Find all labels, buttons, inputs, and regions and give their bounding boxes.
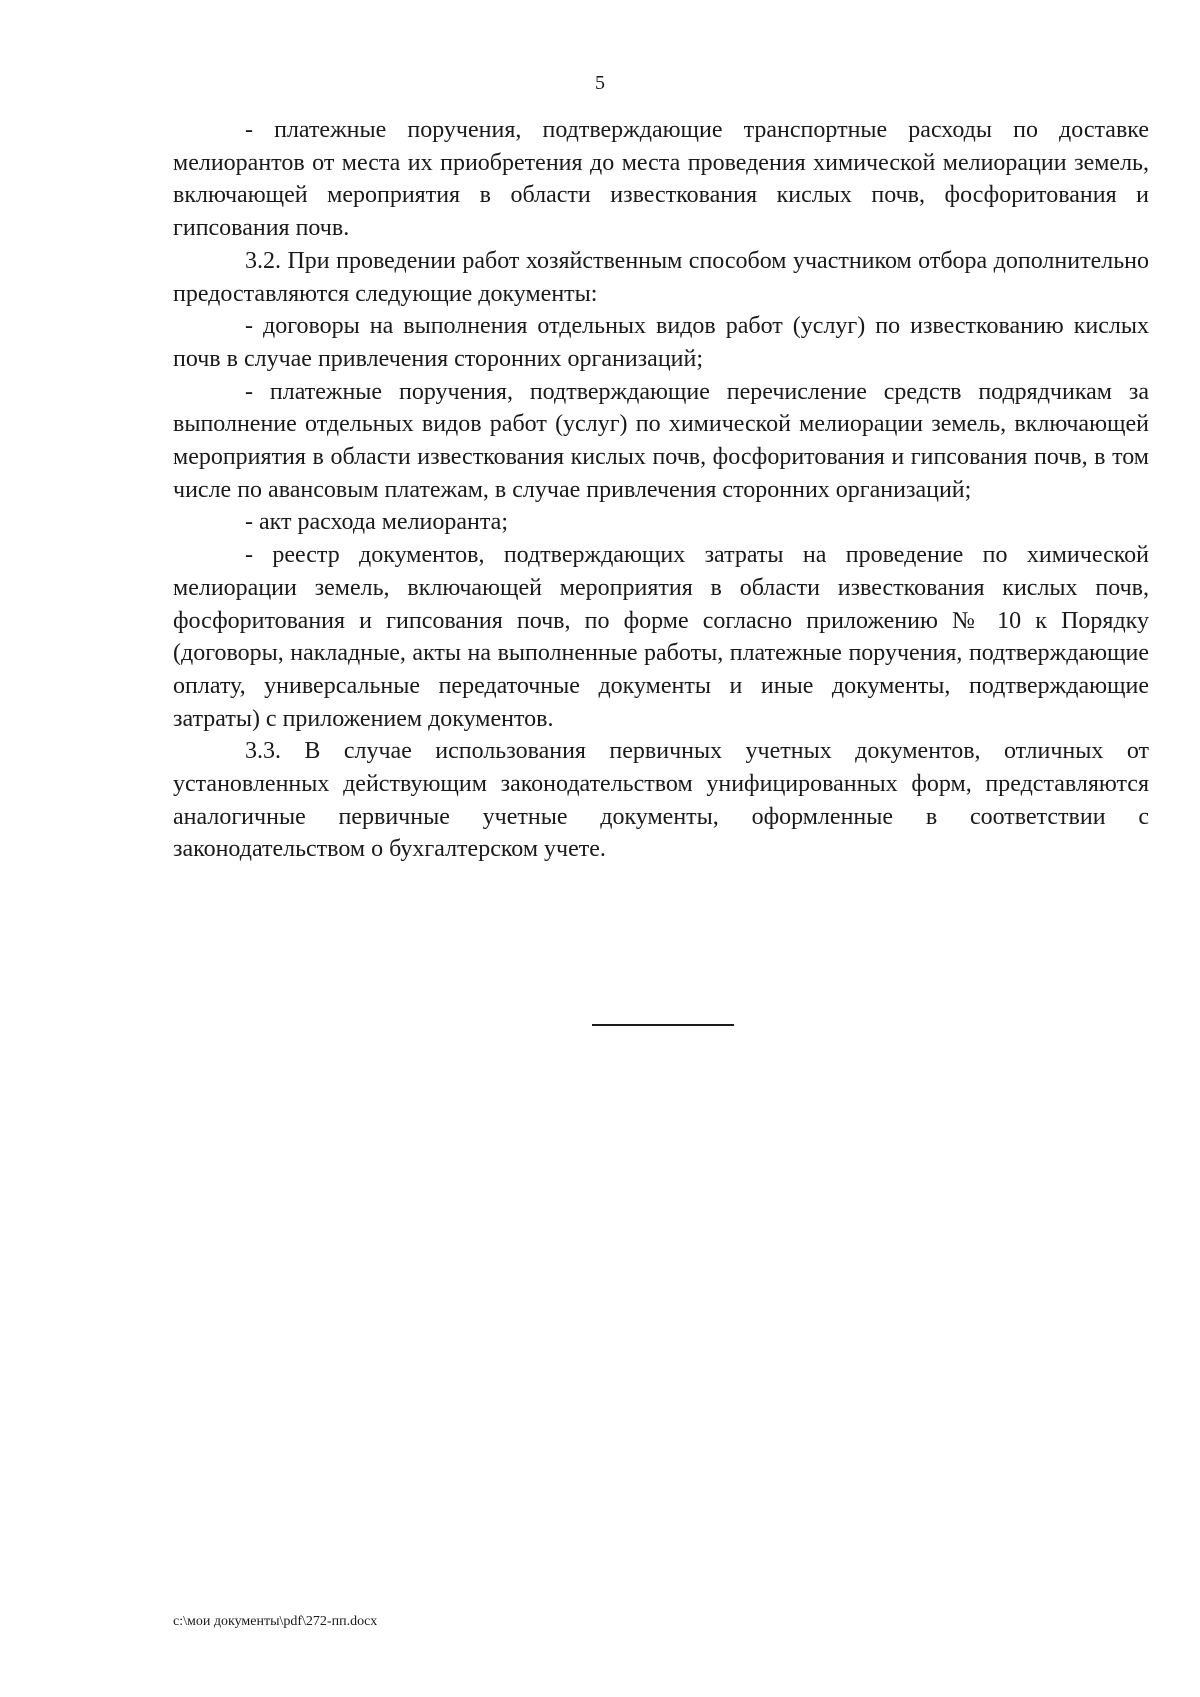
end-separator-line (592, 1024, 734, 1026)
paragraph-3-2: 3.2. При проведении работ хозяйственным способом участником отбора дополнительно предоставляются следующие документы: (173, 247, 1149, 307)
document-body (173, 114, 1149, 866)
file-path-footer: c:\мои документы\pdf\272-пп.docx (173, 1614, 378, 1629)
paragraph-payment-orders-transport: - платежные поручения, подтверждающие транспортные расходы по доставке мелиорантов от места их приобретения до места проведения химической мелиорации земель, включающей мероприятия в области известкования кислых почв, фосфоритования и гипсования почв. (173, 117, 1149, 242)
paragraph-act: - акт расхода мелиоранта; (245, 509, 508, 536)
page-number: 5 (595, 72, 605, 94)
paragraph-3-3: 3.3. В случае использования первичных учетных документов, отличных от установленных действующим законодательством унифицированных форм, представляются аналогичные первичные учетные документы, оформленные в соответствии с законодательством о бухгалтерском учете. (173, 738, 1149, 863)
paragraph-contracts: - договоры на выполнения отдельных видов работ (услуг) по известкованию кислых почв в случае привлечения сторонних организаций; (173, 313, 1149, 372)
paragraph-registry: - реестр документов, подтверждающих затраты на проведение по химической мелиорации земель, включающей мероприятия в области известкования кислых почв, фосфоритования и гипсования почв, по форме согласно приложению № 10 к Порядку (договоры, накладные, акты на выполненные работы, платежные поручения, подтверждающие оплату, универсальные передаточные документы и иные документы, подтверждающие затраты) с приложением документов. (173, 542, 1149, 732)
paragraph-payment-orders-contractors: - платежные поручения, подтверждающие перечисление средств подрядчикам за выполнение отдельных видов работ (услуг) по химической мелиорации земель, включающей мероприятия в области известкования кислых почв, фосфоритования и гипсования почв, в том числе по авансовым платежам, в случае привлечения сторонних организаций; (173, 378, 1149, 503)
